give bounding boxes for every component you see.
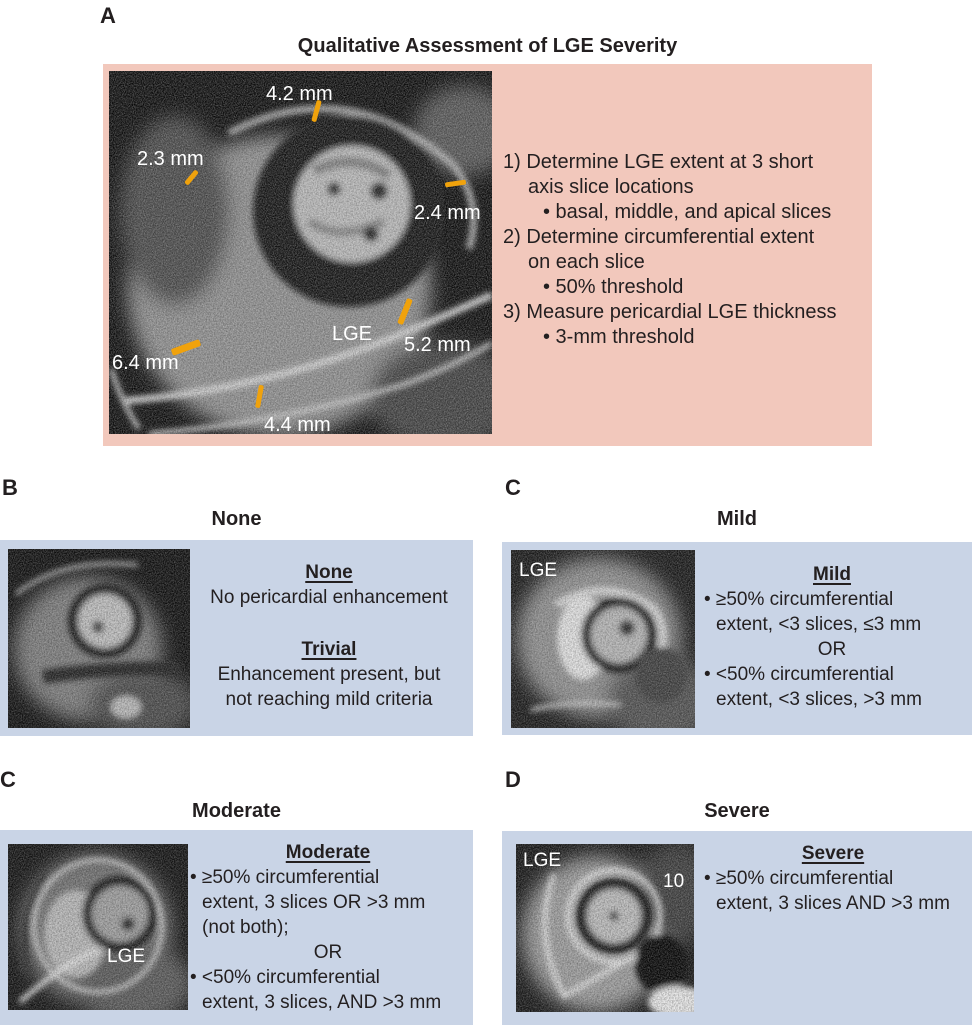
measurement-label-6: 4.4 mm bbox=[264, 414, 331, 434]
severe-heading: Severe bbox=[801, 843, 865, 864]
panel-b-box bbox=[0, 540, 473, 736]
panel-c-mild-letter: C bbox=[505, 475, 521, 500]
step-line: • 50% threshold bbox=[543, 276, 684, 298]
mild-criteria-text bbox=[700, 562, 964, 712]
trivial-line: not reaching mild criteria bbox=[225, 689, 433, 710]
moderate-line: • <50% circumferential bbox=[190, 967, 380, 988]
panel-b-title: None bbox=[211, 508, 262, 530]
moderate-line: (not both); bbox=[202, 917, 289, 938]
step-line: axis slice locations bbox=[528, 176, 694, 198]
mri-image-none bbox=[8, 549, 190, 728]
slice-number-label: 10 bbox=[663, 871, 685, 892]
panel-b-letter: B bbox=[2, 475, 18, 500]
mri-image-moderate bbox=[8, 844, 188, 1010]
panel-mild-box bbox=[502, 542, 972, 735]
panel-c-moderate-title: Moderate bbox=[192, 800, 281, 822]
trivial-heading: Trivial bbox=[301, 639, 357, 660]
mild-line: • <50% circumferential bbox=[704, 664, 894, 685]
measurement-label-1: 4.2 mm bbox=[266, 83, 333, 105]
lge-label-moderate: LGE bbox=[107, 946, 146, 967]
none-heading: None bbox=[305, 562, 353, 583]
step-line: • basal, middle, and apical slices bbox=[543, 201, 832, 223]
mild-heading: Mild bbox=[813, 564, 851, 585]
mild-line: extent, <3 slices, ≤3 mm bbox=[716, 614, 922, 635]
panel-moderate-box bbox=[0, 830, 473, 1025]
step-line: • 3-mm threshold bbox=[543, 326, 695, 348]
moderate-criteria-text bbox=[186, 840, 470, 1015]
mri-image-severe bbox=[516, 844, 694, 1012]
none-criteria-text bbox=[190, 560, 468, 712]
mild-line: extent, <3 slices, >3 mm bbox=[716, 689, 922, 710]
panel-a-letter: A bbox=[100, 3, 116, 28]
lge-label-severe: LGE bbox=[523, 850, 562, 871]
step-line: 3) Measure pericardial LGE thickness bbox=[503, 301, 837, 323]
severe-line: extent, 3 slices AND >3 mm bbox=[716, 893, 950, 914]
severe-criteria-text bbox=[700, 841, 966, 916]
measurement-label-3: 2.4 mm bbox=[414, 202, 481, 224]
mild-line: OR bbox=[817, 639, 847, 660]
step-line: 2) Determine circumferential extent bbox=[503, 226, 815, 248]
trivial-line: Enhancement present, but bbox=[217, 664, 441, 685]
step-line: on each slice bbox=[528, 251, 645, 273]
lge-label-a: LGE bbox=[332, 323, 373, 345]
panel-c-mild-title: Mild bbox=[717, 508, 757, 530]
panel-severe-box bbox=[502, 831, 972, 1025]
mri-image-lge-measurement bbox=[109, 71, 492, 434]
mri-b-graphic bbox=[8, 549, 190, 728]
mri-a-graphic bbox=[109, 71, 492, 434]
panel-d-title: Severe bbox=[704, 800, 770, 822]
measurement-label-4: 6.4 mm bbox=[112, 352, 179, 374]
panel-a-box bbox=[103, 64, 872, 446]
measurement-label-5: 5.2 mm bbox=[404, 334, 471, 356]
moderate-line: extent, 3 slices OR >3 mm bbox=[202, 892, 426, 913]
moderate-line: • ≥50% circumferential bbox=[190, 867, 380, 888]
measurement-label-2: 2.3 mm bbox=[137, 148, 204, 170]
severe-line: • ≥50% circumferential bbox=[704, 868, 894, 889]
panel-d-letter: D bbox=[505, 767, 521, 792]
panel-c-moderate-letter: C bbox=[0, 767, 16, 792]
moderate-heading: Moderate bbox=[285, 842, 371, 863]
mri-moderate-graphic bbox=[8, 844, 188, 1010]
step-line: 1) Determine LGE extent at 3 short bbox=[503, 151, 814, 173]
mild-line: • ≥50% circumferential bbox=[704, 589, 894, 610]
moderate-line: extent, 3 slices, AND >3 mm bbox=[202, 992, 442, 1013]
lge-label-mild: LGE bbox=[519, 560, 558, 581]
assessment-steps bbox=[503, 150, 869, 350]
moderate-line: OR bbox=[313, 942, 343, 963]
mri-image-mild bbox=[511, 550, 695, 728]
panel-a-title: Qualitative Assessment of LGE Severity bbox=[297, 35, 678, 57]
none-line: No pericardial enhancement bbox=[210, 587, 448, 608]
